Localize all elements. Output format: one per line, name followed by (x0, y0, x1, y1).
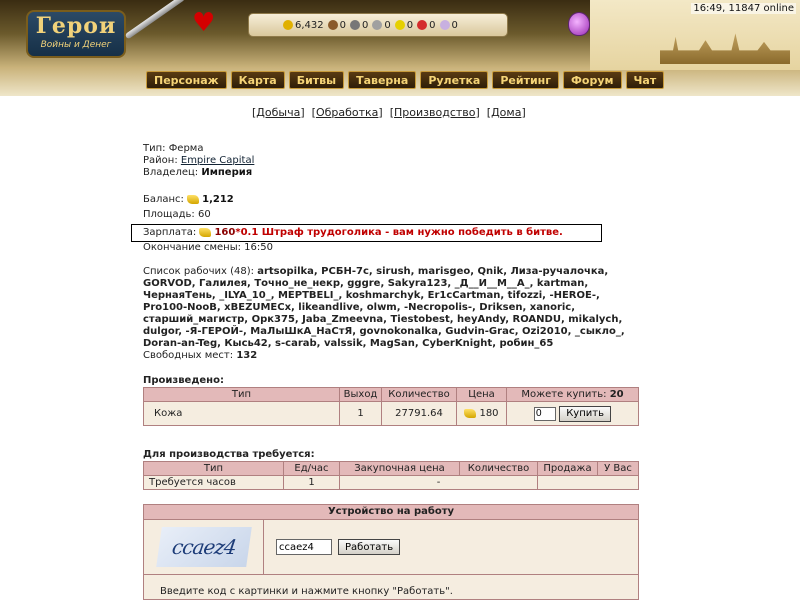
resource-value: 0 (339, 19, 347, 31)
req-col-price: Закупочная цена (340, 462, 460, 476)
heart-icon[interactable]: ♥ (192, 8, 216, 38)
required-table (143, 461, 639, 490)
table-row (144, 402, 639, 426)
server-clock: 16:49, 11847 online (693, 3, 794, 14)
balance-value: 1,212 (202, 194, 234, 205)
logo-title: Герои (35, 13, 117, 39)
captcha-image: ccaez4 (156, 527, 252, 567)
nav-item-7[interactable]: Чат (626, 71, 665, 89)
logo-subtitle: Войны и Денег (40, 40, 112, 50)
resource-value: 6,432 (295, 19, 324, 31)
table-row (144, 476, 639, 490)
row-price-cell (457, 402, 507, 426)
salary-penalty: *0.1 Штраф трудоголика - вам нужно победить в битве. (235, 227, 563, 238)
row-type: Кожа (144, 402, 340, 426)
req-col-per-hour: Ед/час (284, 462, 340, 476)
gold-icon (187, 195, 199, 204)
nav-item-0[interactable]: Персонаж (146, 71, 227, 89)
gems-icon (440, 20, 450, 30)
type-value: Ферма (168, 143, 204, 154)
resource-value: 0 (406, 19, 414, 31)
game-logo[interactable] (26, 10, 126, 58)
sword-icon (125, 0, 186, 40)
area-label: Площадь: (143, 209, 195, 220)
nav-item-3[interactable]: Таверна (348, 71, 416, 89)
salary-line (143, 227, 563, 238)
sulfur-icon (395, 20, 405, 30)
ore-icon (350, 20, 360, 30)
owner-value: Империя (201, 167, 253, 178)
col-output: Выход (340, 388, 382, 402)
workers-list: artsopilka, РСБН-7с, sirush, marisgeo, Qnik, Лиза-ручалочка, GORVOD, Галилея, Точно_не_некр, gggre, Sakyra123, _Д__И__М__А_, kartman, ЧернаяТень, _ILYA_10_, MEPTBELI_, koshmarchyk, Er1cCartman, tifozzi, -HEROE-, Pro100-NooB, xBEZUMECx, likeandlive, olwm, -Necropolis-, Driksen, xanoric, старший_магистр, Орк375, Jaba_Zmeevna, Tiestobest, heyAndy, ROANDU, mikalych, dulgor, -Я-ГЕРОЙ-, МаЛыШкА_НаСтЯ, govnokonalka, Gudvin-Grac, Ozi2010, _сыкло_, Doran-an-Teg, Кысь42, s-carab, valssik, MagSan, CyberKnight, робин_65 (143, 266, 625, 349)
sub-nav: [Добыча] [Обработка] [Производство] [Дома] (252, 106, 526, 119)
resource-value: 0 (384, 19, 391, 31)
req-col-sale: Продажа (538, 462, 598, 476)
subnav-link-1[interactable]: Обработка (315, 106, 379, 119)
req-row-per-hour: 1 (284, 476, 340, 490)
job-title: Устройство на работу (144, 505, 638, 520)
crystal-icon (417, 20, 427, 30)
resource-value: 0 (362, 19, 369, 31)
wood-icon (328, 20, 338, 30)
resource-value: 0 (451, 19, 458, 31)
req-row-sale (538, 476, 639, 490)
shift-label: Окончание смены: (143, 242, 241, 253)
type-label: Тип: (143, 143, 166, 154)
salary-value: 160 (214, 227, 236, 238)
produced-table (143, 387, 639, 426)
required-title: Для производства требуется: (143, 449, 315, 460)
produced-title: Произведено: (143, 375, 224, 386)
col-quantity: Количество (382, 388, 457, 402)
buy-cell (507, 402, 639, 426)
main-nav (146, 71, 664, 89)
free-slots-label: Свободных мест: (143, 350, 234, 361)
nav-item-6[interactable]: Форум (563, 71, 622, 89)
shift-info (143, 242, 643, 254)
nav-item-1[interactable]: Карта (231, 71, 285, 89)
workers-label: Список рабочих (48): (143, 266, 255, 277)
mercury-icon (372, 20, 382, 30)
code-row (276, 539, 400, 555)
captcha-code-input[interactable] (276, 539, 332, 555)
req-col-have: У Вас (598, 462, 639, 476)
req-row-quantity: - (340, 476, 538, 490)
gold-coins-icon (283, 20, 293, 30)
workers-section (143, 266, 643, 362)
subnav-link-3[interactable]: Дома (491, 106, 522, 119)
area-value: 60 (197, 209, 211, 220)
req-row-type: Требуется часов (144, 476, 284, 490)
resource-mercury (372, 20, 390, 31)
nav-item-4[interactable]: Рулетка (420, 71, 488, 89)
job-divider (144, 574, 638, 575)
shift-value: 16:50 (244, 242, 273, 253)
mana-potion-icon[interactable] (568, 12, 590, 36)
req-col-quantity: Количество (460, 462, 538, 476)
salary-label: Зарплата: (143, 227, 197, 238)
col-can-buy (507, 388, 639, 402)
can-buy-value: 20 (609, 389, 624, 400)
col-type: Тип (144, 388, 340, 402)
gold-icon (464, 409, 476, 418)
subnav-link-0[interactable]: Добыча (256, 106, 301, 119)
nav-item-5[interactable]: Рейтинг (492, 71, 559, 89)
nav-item-2[interactable]: Битвы (289, 71, 344, 89)
req-col-type: Тип (144, 462, 284, 476)
job-panel (143, 504, 639, 600)
buy-button[interactable]: Купить (559, 406, 611, 422)
resource-gold (283, 20, 324, 31)
row-price: 180 (479, 408, 499, 419)
subnav-link-2[interactable]: Производство (394, 106, 476, 119)
resource-wood (328, 20, 346, 31)
row-quantity: 27791.64 (382, 402, 457, 426)
row-output: 1 (340, 402, 382, 426)
resource-crystal (417, 20, 435, 31)
resource-sulfur (395, 20, 413, 31)
district-link[interactable]: Empire Capital (180, 155, 255, 166)
district-label: Район: (143, 155, 178, 166)
can-buy-label: Можете купить: (521, 389, 607, 400)
building-info (143, 143, 643, 221)
resource-gems (440, 20, 458, 31)
owner-label: Владелец: (143, 167, 199, 178)
resource-bar (248, 13, 508, 37)
col-price: Цена (457, 388, 507, 402)
captcha-cell (144, 520, 264, 574)
job-hint: Введите код с картинки и нажмите кнопку "Работать". (160, 586, 453, 597)
gold-icon (199, 228, 211, 237)
balance-label: Баланс: (143, 194, 184, 205)
free-slots-value: 132 (236, 350, 258, 361)
work-button[interactable]: Работать (338, 539, 400, 555)
resource-value: 0 (429, 19, 436, 31)
resource-ore (350, 20, 368, 31)
buy-quantity-input[interactable] (534, 407, 556, 421)
